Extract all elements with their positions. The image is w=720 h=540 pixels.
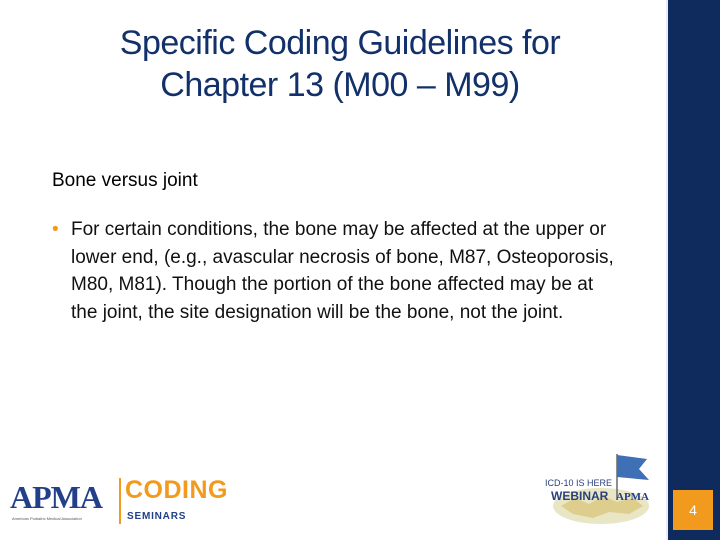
apma-coding-seminars-logo [10,474,228,530]
page-number-badge: 4 [673,490,713,530]
seminars-wordmark: SEMINARS [127,511,187,522]
webinar-line-1: ICD-10 IS HERE [545,478,613,488]
apma-wordmark: APMA [10,479,102,515]
webinar-line-2: WEBINAR [551,489,609,503]
icd10-webinar-logo [543,450,663,528]
bullet-text: For certain conditions, the bone may be affected at the upper or lower end, (e.g., avascular necrosis of bone, M87, Osteoporosis, M80, M81). Though the portion of the bone affected may be at the joint, the site designation will be the bone, not the joint. [71,219,614,323]
coding-wordmark: CODING [125,476,228,504]
title-line-1: Specific Coding Guidelines for [119,24,561,62]
subheading: Bone versus joint [52,170,198,191]
slide-title [60,22,620,106]
bullet-item [52,216,622,326]
bullet-marker-icon: • [52,219,59,240]
webinar-brand: APMA [616,491,649,503]
apma-tagline: American Podiatric Medical Association [12,516,82,521]
right-sidebar-bar [666,0,720,540]
title-line-2: Chapter 13 (M00 – M99) [160,66,520,104]
logo-divider [119,478,121,524]
flag-icon [617,455,649,480]
